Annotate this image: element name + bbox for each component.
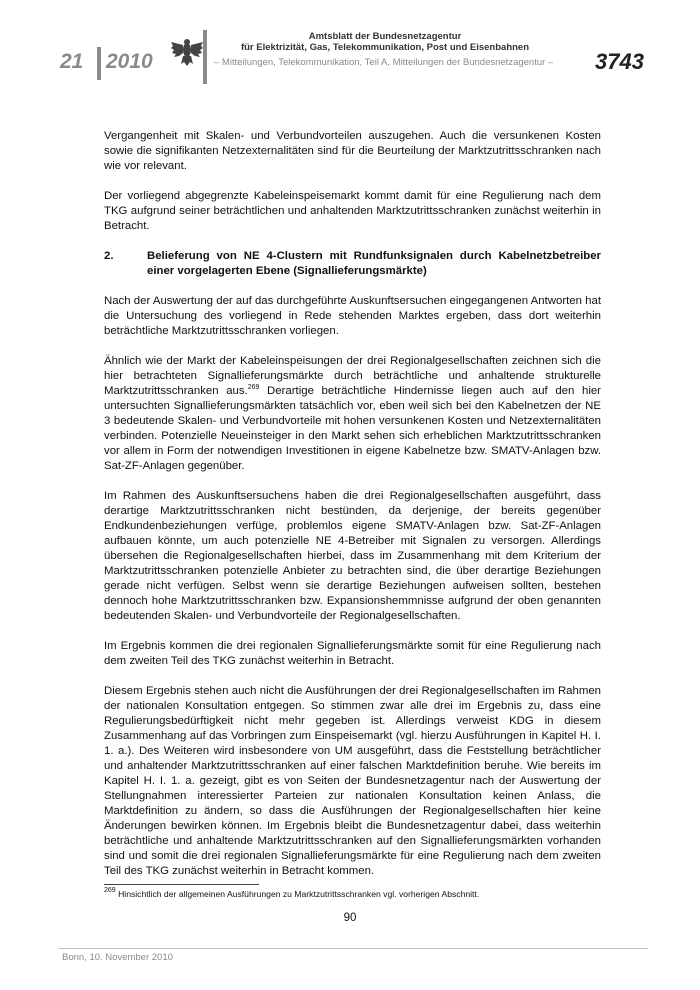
paragraph-4 (104, 354, 601, 474)
federal-eagle-icon (170, 36, 204, 70)
paragraph-4-text-a: Ähnlich wie der Markt der Kabeleinspeisungen der drei Regionalgesellschaften zeichnen sich die hier betrachteten Signallieferungsmärkte durch beträchtliche und anhaltende strukturelle Marktzutrittsschranken aus. (104, 355, 601, 397)
footnote-number: 269 (104, 887, 116, 894)
footnote (104, 889, 479, 899)
header-divider (203, 30, 207, 84)
footer-divider (58, 948, 648, 949)
paragraph-6: Im Ergebnis kommen die drei regionalen Signallieferungsmärkte somit für eine Regulierung nach dem zweiten Teil des TKG zunächst weiterhin in Betracht. (104, 640, 601, 667)
section-title: Belieferung von NE 4-Clustern mit Rundfunksignalen durch Kabelnetzbetreiber einer vorgelagerten Ebene (Signallieferungsmärkte) (147, 250, 601, 277)
issue-number: 21 (60, 50, 84, 73)
gazette-title-line1: Amtsblatt der Bundesnetzagentur (308, 31, 462, 42)
issue-divider (97, 47, 101, 80)
paragraph-5: Im Rahmen des Auskunftsersuchens haben die drei Regionalgesellschaften ausgeführt, dass derartige Marktzutrittsschranken nicht bestünden, da derjenige, der bereits gegenüber Endkundenbeziehungen verfüge, problemlos eigene SMATV-Anlagen bzw. Sat-ZF-Anlagen aufbauen könnte, um auch potenzielle NE 4-Betreiber mit Signalen zu versorgen. Allerdings übersehen die Regionalgesellschaften hierbei, dass im Zusammenhang mit dem Kriterium der Marktzutrittsschranken potenzielle Anbieter zu betrachten sind, die über derartige Beziehungen gerade nicht verfügen. Selbst wenn sie derartige Beziehungen aufweisen sollten, bestehen dennoch hohe Marktzutrittsschranken bzw. Expansionshemmnisse aufgrund der oben genannten bedeutenden Skalen- und Verbundvorteile der Regionalgesellschaften. (104, 490, 601, 622)
document-page-number: 90 (343, 912, 357, 924)
section-number: 2. (104, 250, 114, 262)
paragraph-7: Diesem Ergebnis stehen auch nicht die Ausführungen der drei Regionalgesellschaften im Rahmen der nationalen Konsultation entgegen. So stimmen zwar alle drei im Ergebnis zu, dass eine Regulierungsbedürftigkeit nicht mehr gegeben ist. Allerdings verweist KDG in diesem Zusammenhang auf das Vorbringen zum Einspeisemarkt (vgl. hierzu Ausführungen in Kapitel H. I. 1. a.). Des Weiteren wird insbesondere von UM ausgeführt, dass die Feststellung beträchtlicher und anhaltender Marktzutrittsschranken auf einer falschen Marktdefinition beruhe. Wie bereits im Kapitel H. I. 1. a. gezeigt, gibt es von Seiten der Bundesnetzagentur nach der Auswertung der Stellungnahmen interessierter Parteien zur nationalen Konsultation keinen Anlass, die Marktdefinition zu ändern, so dass die Ausführungen der Regionalgesellschaften hier keine Änderungen bewirken können. Im Ergebnis bleibt die Bundesnetzagentur dabei, dass weiterhin beträchtliche und anhaltende Marktzutrittsschranken auf den Signallieferungsmärkten vorhanden sind und somit die drei regionalen Signallieferungsmärkte für eine Regulierung nach dem zweiten Teil des TKG zunächst weiterhin in Betracht kommen. (104, 685, 601, 877)
gazette-title (210, 31, 560, 53)
issue-year: 2010 (106, 50, 153, 73)
footnote-reference[interactable]: 269 (247, 384, 260, 391)
gazette-title-line2: für Elektrizität, Gas, Telekommunikation, Post und Eisenbahnen (240, 42, 530, 53)
footnote-text: Hinsichtlich der allgemeinen Ausführungen zu Marktzutrittsschranken vgl. vorherigen Abschnitt. (115, 889, 480, 899)
paragraph-3: Nach der Auswertung der auf das durchgeführte Auskunftsersuchen eingegangenen Antworten hat die Untersuchung des vorliegend in Rede stehenden Marktes ergeben, dass dort weiterhin beträchtliche Marktzutrittsschranken vorliegen. (104, 295, 601, 337)
footer-place-date: Bonn, 10. November 2010 (62, 952, 173, 963)
section-heading (104, 249, 601, 279)
footnote-divider (104, 884, 259, 885)
paragraph-4-text-b: Derartige beträchtliche Hindernisse liegen auch auf den hier untersuchten Signallieferungsmärkten tatsächlich vor, eben weil sich bei den Kabelnetzen der NE 3 bedeutende Skalen- und Verbundvorteile mit hohen versunkenen Kosten und Netzexternalitäten verbinden. Potenzielle Neueinsteiger in den Markt sehen sich erheblichen Marktzutrittsschranken vor allem in Form der notwendigen Investitionen in eigene Kabelnetze bzw. SMATV-Anlagen bzw. Sat-ZF-Anlagen gegenüber. (104, 385, 601, 472)
gazette-subtitle: – Mitteilungen, Telekommunikation, Teil A, Mitteilungen der Bundesnetzagentur – (214, 57, 554, 68)
paragraph-1: Vergangenheit mit Skalen- und Verbundvorteilen auszugehen. Auch die versunkenen Kosten sowie die signifikanten Netzexternalitäten sind für die Beurteilung der Marktzutrittsschranken nach wie vor relevant. (104, 130, 601, 172)
gazette-page-number: 3743 (595, 49, 644, 74)
paragraph-2: Der vorliegend abgegrenzte Kabeleinspeisemarkt kommt damit für eine Regulierung nach dem TKG aufgrund seiner beträchtlichen und anhaltenden Marktzutrittsschranken zunächst weiterhin in Betracht. (104, 190, 601, 232)
document-body (104, 129, 601, 894)
